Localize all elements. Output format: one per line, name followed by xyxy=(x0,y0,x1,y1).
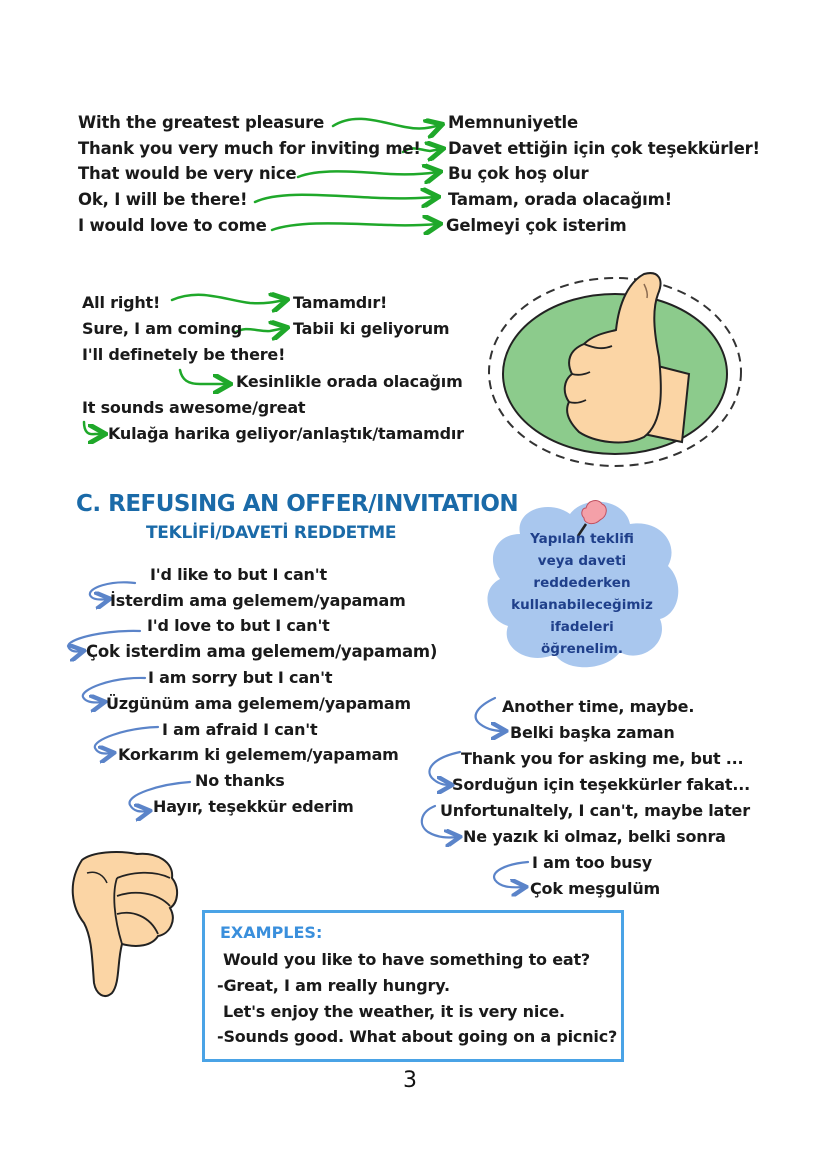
phrase-en: I'll definetely be there! xyxy=(82,345,286,364)
phrase-en: Ok, I will be there! xyxy=(78,190,248,209)
phrase-tr: Tamam, orada olacağım! xyxy=(448,190,672,209)
phrase-en: I'd love to but I can't xyxy=(147,616,330,635)
phrase-tr: Bu çok hoş olur xyxy=(448,164,589,183)
green-arrow-icon xyxy=(255,195,436,202)
cloud-line: kullanabileceğimiz xyxy=(511,597,653,613)
blue-arrow-icon xyxy=(494,862,528,887)
green-arrow-icon xyxy=(272,223,438,230)
cloud-line: ifadeleri öğrenelim. xyxy=(541,619,623,657)
phrase-tr: Tamamdır! xyxy=(293,293,388,312)
example-line: Would you like to have something to eat? xyxy=(223,950,590,969)
thumbs-down-icon xyxy=(62,848,188,1000)
phrase-tr: Çok isterdim ama gelemem/yapamam) xyxy=(86,642,438,661)
phrase-en: I am too busy xyxy=(532,853,652,872)
green-arrow-icon xyxy=(180,370,228,384)
phrase-tr: Sorduğun için teşekkürler fakat... xyxy=(452,775,750,794)
phrase-en: Another time, maybe. xyxy=(502,697,695,716)
phrase-tr: Memnuniyetle xyxy=(448,113,578,132)
phrase-tr: İsterdim ama gelemem/yapamam xyxy=(110,591,406,610)
phrase-en: All right! xyxy=(82,293,161,312)
phrase-tr: Çok meşgulüm xyxy=(530,879,660,898)
phrase-tr: Kulağa harika geliyor/anlaştık/tamamdır xyxy=(108,424,464,443)
green-arrow-icon xyxy=(172,295,285,303)
phrase-tr: Tabii ki geliyorum xyxy=(293,319,450,338)
phrase-en: Thank you for asking me, but ... xyxy=(461,749,744,768)
section-subtitle: TEKLİFİ/DAVETİ REDDETME xyxy=(146,523,397,543)
phrase-tr: Ne yazık ki olmaz, belki sonra xyxy=(463,827,726,846)
section-title: C. REFUSING AN OFFER/INVITATION xyxy=(76,491,519,517)
phrase-tr: Kesinlikle orada olacağım xyxy=(236,372,463,391)
cloud-line: Yapılan teklifi xyxy=(530,531,634,547)
phrase-tr: Üzgünüm ama gelemem/yapamam xyxy=(106,694,411,713)
phrase-en: It sounds awesome/great xyxy=(82,398,306,417)
phrase-en: I would love to come xyxy=(78,216,267,235)
phrase-tr: Gelmeyi çok isterim xyxy=(446,216,627,235)
phrase-tr: Hayır, teşekkür ederim xyxy=(153,797,354,816)
examples-title: EXAMPLES: xyxy=(220,923,323,942)
example-line: -Great, I am really hungry. xyxy=(217,976,450,995)
green-arrow-icon xyxy=(84,422,103,434)
example-line: -Sounds good. What about going on a picnic? xyxy=(217,1027,618,1046)
phrase-tr: Belki başka zaman xyxy=(510,723,675,742)
thumbs-up-icon xyxy=(484,262,746,474)
page-number: 3 xyxy=(403,1068,417,1093)
phrase-en: Unfortunaltely, I can't, maybe later xyxy=(440,801,750,820)
cloud-line: veya daveti xyxy=(537,553,627,569)
phrase-tr: Davet ettiğin için çok teşekkürler! xyxy=(448,139,760,158)
cloud-line: reddederken xyxy=(533,575,631,591)
green-arrow-icon xyxy=(298,171,438,177)
phrase-en: No thanks xyxy=(195,771,285,790)
phrase-en: I am sorry but I can't xyxy=(148,668,333,687)
phrase-en: That would be very nice xyxy=(78,164,297,183)
phrase-en: Sure, I am coming xyxy=(82,319,242,338)
phrase-tr: Korkarım ki gelemem/yapamam xyxy=(118,745,399,764)
cloud-note xyxy=(507,528,657,660)
green-arrow-icon xyxy=(333,119,440,129)
green-arrow-icon xyxy=(235,328,285,333)
phrase-en: With the greatest pleasure xyxy=(78,113,325,132)
blue-arrow-icon xyxy=(476,698,504,731)
phrase-en: I'd like to but I can't xyxy=(150,565,327,584)
phrase-en: I am afraid I can't xyxy=(162,720,318,739)
phrase-en: Thank you very much for inviting me! xyxy=(78,139,421,158)
examples-box xyxy=(202,910,624,1062)
example-line: Let's enjoy the weather, it is very nice. xyxy=(223,1002,565,1021)
